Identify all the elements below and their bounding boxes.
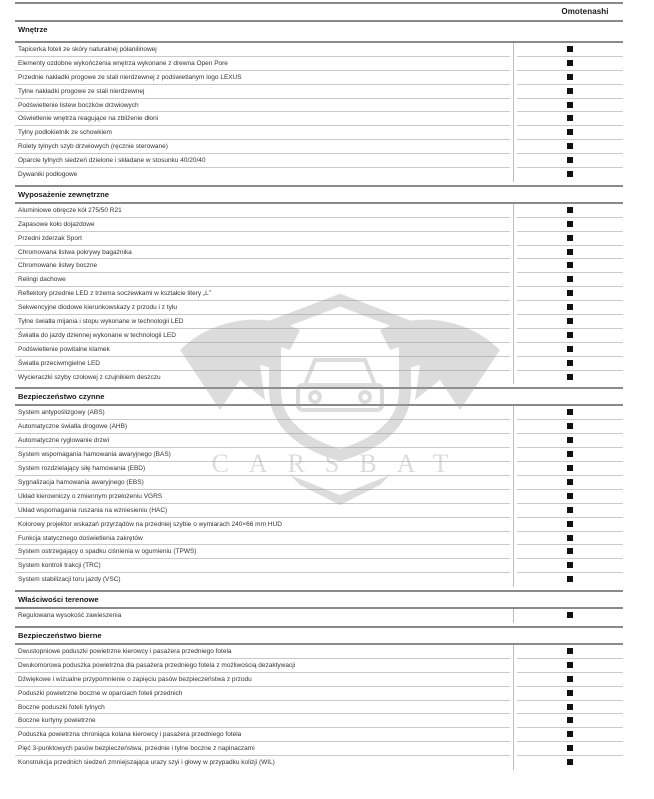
- feature-label: Podświetlenie listew boczków drzwiowych: [15, 99, 510, 113]
- standard-square-icon: [567, 171, 573, 177]
- availability-cell: [517, 559, 623, 573]
- table-row: [15, 659, 623, 673]
- sections-container: [15, 22, 623, 770]
- availability-cell: [517, 462, 623, 476]
- table-row: [15, 532, 623, 546]
- standard-square-icon: [567, 479, 573, 485]
- table-row: [15, 728, 623, 742]
- spec-table: [15, 0, 623, 770]
- standard-square-icon: [567, 562, 573, 568]
- standard-square-icon: [567, 612, 573, 618]
- table-row: [15, 140, 623, 154]
- standard-square-icon: [567, 290, 573, 296]
- feature-label: Boczne poduszki foteli tylnych: [15, 701, 510, 715]
- standard-square-icon: [567, 360, 573, 366]
- section-title: Bezpieczeństwo czynne: [18, 392, 105, 402]
- standard-square-icon: [567, 88, 573, 94]
- table-row: [15, 559, 623, 573]
- table-row: [15, 609, 623, 623]
- feature-label: Zapasowe koło dojazdowe: [15, 218, 510, 232]
- standard-square-icon: [567, 143, 573, 149]
- section-title: Wnętrze: [18, 25, 48, 34]
- standard-square-icon: [567, 46, 573, 52]
- feature-label: Kolorowy projektor wskazań przyrządów na przedniej szybie o wymiarach 240×66 mm HUD: [15, 518, 510, 532]
- feature-label: Funkcja statycznego doświetlenia zakrętów: [15, 532, 510, 546]
- table-row: [15, 371, 623, 385]
- standard-square-icon: [567, 249, 573, 255]
- feature-label: System antypoślizgowy (ABS): [15, 406, 510, 420]
- standard-square-icon: [567, 745, 573, 751]
- feature-label: Dwustopniowe poduszki powietrzne kierowcy i pasażera przedniego fotela: [15, 645, 510, 659]
- table-row: [15, 343, 623, 357]
- feature-label: Oparcie tylnych siedzeń dzielone i składane w stosunku 40/20/40: [15, 154, 510, 168]
- feature-label: Tapicerka foteli ze skóry naturalnej półanilinowej: [15, 43, 510, 57]
- availability-cell: [517, 714, 623, 728]
- standard-square-icon: [567, 731, 573, 737]
- availability-cell: [517, 85, 623, 99]
- availability-cell: [517, 420, 623, 434]
- standard-square-icon: [567, 129, 573, 135]
- availability-cell: [517, 168, 623, 182]
- standard-square-icon: [567, 157, 573, 163]
- section-title: Bezpieczeństwo bierne: [18, 630, 102, 640]
- table-row: [15, 259, 623, 273]
- section-title: Właściwości terenowe: [18, 595, 99, 605]
- standard-square-icon: [567, 437, 573, 443]
- table-row: [15, 246, 623, 260]
- column-header-row: [15, 4, 623, 20]
- feature-label: System ostrzegający o spadku ciśnienia w ogumieniu (TPWS): [15, 545, 510, 559]
- availability-cell: [517, 154, 623, 168]
- feature-label: Konstrukcja przednich siedzeń zmniejszająca urazy szyi i głowy w przypadku kolizji (WIL): [18, 759, 275, 767]
- feature-label: Rolety tylnych szyb drzwiowych (ręcznie sterowane): [15, 140, 510, 154]
- section-header: [15, 389, 623, 404]
- feature-label: Tylne światła mijania i stopu wykonane w technologii LED: [15, 315, 510, 329]
- availability-cell: [517, 218, 623, 232]
- feature-label: Chromowana listwa pokrywy bagażnika: [15, 246, 510, 260]
- standard-square-icon: [567, 521, 573, 527]
- table-row: [15, 85, 623, 99]
- table-row: [15, 490, 623, 504]
- standard-square-icon: [567, 74, 573, 80]
- feature-label: Aluminiowe obręcze kół 275/50 R21: [15, 204, 510, 218]
- standard-square-icon: [567, 207, 573, 213]
- table-row: [15, 315, 623, 329]
- section-header: [15, 628, 623, 643]
- table-row: [15, 701, 623, 715]
- table-row: [15, 154, 623, 168]
- table-row: [15, 99, 623, 113]
- table-row: [15, 462, 623, 476]
- column-title-omotenashi: Omotenashi: [561, 7, 609, 16]
- feature-label: Dywaniki podłogowe: [18, 171, 78, 179]
- standard-square-icon: [567, 535, 573, 541]
- table-row: [15, 232, 623, 246]
- availability-cell: [517, 742, 623, 756]
- standard-square-icon: [567, 221, 573, 227]
- standard-square-icon: [567, 60, 573, 66]
- availability-cell: [517, 659, 623, 673]
- standard-square-icon: [567, 648, 573, 654]
- table-row: [15, 329, 623, 343]
- table-row: [15, 301, 623, 315]
- table-row: [15, 406, 623, 420]
- availability-cell: [517, 609, 623, 623]
- table-row: [15, 573, 623, 587]
- availability-cell: [517, 357, 623, 371]
- standard-square-icon: [567, 235, 573, 241]
- availability-cell: [517, 71, 623, 85]
- table-row: [15, 742, 623, 756]
- feature-label: Reflektory przednie LED z trzema soczewkami w kształcie litery „L”: [15, 287, 510, 301]
- standard-square-icon: [567, 548, 573, 554]
- availability-cell: [517, 728, 623, 742]
- watermark-brand-text: CARSBAT: [211, 449, 469, 478]
- availability-cell: [517, 673, 623, 687]
- availability-cell: [517, 140, 623, 154]
- availability-cell: [517, 504, 623, 518]
- feature-label: Przedni zderzak Sport: [15, 232, 510, 246]
- availability-cell: [517, 545, 623, 559]
- feature-label: Automatyczne ryglowanie drzwi: [15, 434, 510, 448]
- feature-label: Pięć 3-punktowych pasów bezpieczeństwa, przednie i tylne boczne z napinaczami: [15, 742, 510, 756]
- feature-label: Automatyczne światła drogowe (AHB): [15, 420, 510, 434]
- availability-cell: [517, 259, 623, 273]
- standard-square-icon: [567, 676, 573, 682]
- table-row: [15, 357, 623, 371]
- availability-cell: [517, 490, 623, 504]
- standard-square-icon: [567, 423, 573, 429]
- standard-square-icon: [567, 451, 573, 457]
- table-row: [15, 545, 623, 559]
- section-rows: [15, 645, 623, 770]
- table-row: [15, 448, 623, 462]
- standard-square-icon: [567, 346, 573, 352]
- table-row: [15, 126, 623, 140]
- standard-square-icon: [567, 102, 573, 108]
- feature-label: Tylny podłokietnik ze schowkiem: [15, 126, 510, 140]
- table-row: [15, 420, 623, 434]
- feature-label: System kontroli trakcji (TRC): [15, 559, 510, 573]
- section-rows: [15, 406, 623, 587]
- table-row: [15, 518, 623, 532]
- standard-square-icon: [567, 276, 573, 282]
- feature-label: Oświetlenie wnętrza reagujące na zbliżenie dłoni: [15, 112, 510, 126]
- availability-cell: [517, 434, 623, 448]
- standard-square-icon: [567, 717, 573, 723]
- table-row: [15, 112, 623, 126]
- standard-square-icon: [567, 409, 573, 415]
- table-row: [15, 504, 623, 518]
- feature-label: Przednie nakładki progowe ze stali nierdzewnej z podświetlanym logo LEXUS: [15, 71, 510, 85]
- table-row: [15, 57, 623, 71]
- section-rows: [15, 43, 623, 182]
- standard-square-icon: [567, 759, 573, 765]
- section-rows: [15, 204, 623, 385]
- availability-cell: [517, 43, 623, 57]
- feature-label: Chromowane listwy boczne: [15, 259, 510, 273]
- table-row: [15, 71, 623, 85]
- feature-label: Boczne kurtyny powietrzne: [15, 714, 510, 728]
- availability-cell: [517, 99, 623, 113]
- table-row: [15, 476, 623, 490]
- availability-cell: [517, 573, 623, 587]
- availability-cell: [517, 246, 623, 260]
- standard-square-icon: [567, 662, 573, 668]
- availability-cell: [517, 329, 623, 343]
- availability-cell: [517, 448, 623, 462]
- availability-cell: [517, 687, 623, 701]
- standard-square-icon: [567, 304, 573, 310]
- availability-cell: [517, 315, 623, 329]
- feature-label: Dźwiękowe i wizualne przypomnienie o zapięciu pasów bezpieczeństwa z przodu: [15, 673, 510, 687]
- availability-cell: [517, 371, 623, 385]
- feature-label: Tylne nakładki progowe ze stali nierdzewnej: [15, 85, 510, 99]
- availability-cell: [517, 287, 623, 301]
- feature-label: System rozdzielający siłę hamowania (EBD): [15, 462, 510, 476]
- feature-label: Układ kierowniczy o zmiennym przełożeniu VGRS: [15, 490, 510, 504]
- availability-cell: [517, 112, 623, 126]
- availability-cell: [517, 301, 623, 315]
- availability-cell: [517, 126, 623, 140]
- table-row: [15, 687, 623, 701]
- feature-label: Układ wspomagania ruszania na wzniesieniu (HAC): [15, 504, 510, 518]
- standard-square-icon: [567, 262, 573, 268]
- table-row: [15, 645, 623, 659]
- section-title: Wyposażenie zewnętrzne: [18, 189, 110, 199]
- standard-square-icon: [567, 115, 573, 121]
- feature-label: Podświetlenie powitalne klamek: [15, 343, 510, 357]
- standard-square-icon: [567, 493, 573, 499]
- table-row: [15, 43, 623, 57]
- availability-cell: [517, 532, 623, 546]
- feature-label: Dwukomorowa poduszka powietrzna dla pasażera przedniego fotela z możliwością dezaktywacji: [15, 659, 510, 673]
- availability-cell: [517, 756, 623, 770]
- section-header: [15, 592, 623, 607]
- standard-square-icon: [567, 576, 573, 582]
- availability-cell: [517, 406, 623, 420]
- feature-label: Sekwencyjne diodowe kierunkowskazy z przodu i z tyłu: [15, 301, 510, 315]
- table-row: [15, 218, 623, 232]
- feature-label: Poduszka powietrzna chroniąca kolana kierowcy i pasażera przedniego fotela: [15, 728, 510, 742]
- table-row: [15, 434, 623, 448]
- feature-label: Elementy ozdobne wykończenia wnętrza wykonane z drewna Open Pore: [15, 57, 510, 71]
- feature-label: Światła do jazdy dziennej wykonane w technologii LED: [15, 329, 510, 343]
- table-row: [15, 673, 623, 687]
- feature-label: Poduszki powietrzne boczne w oparciach foteli przednich: [15, 687, 510, 701]
- availability-cell: [517, 343, 623, 357]
- table-row: [15, 273, 623, 287]
- table-row: [15, 168, 623, 182]
- availability-cell: [517, 273, 623, 287]
- feature-label: Sygnalizacja hamowania awaryjnego (EBS): [15, 476, 510, 490]
- standard-square-icon: [567, 374, 573, 380]
- availability-cell: [517, 701, 623, 715]
- availability-cell: [517, 476, 623, 490]
- availability-cell: [517, 232, 623, 246]
- table-row: [15, 714, 623, 728]
- standard-square-icon: [567, 332, 573, 338]
- feature-label: Regulowana wysokość zawieszenia: [18, 612, 122, 620]
- standard-square-icon: [567, 704, 573, 710]
- feature-label: Światła przeciwmgielne LED: [15, 357, 510, 371]
- section-header: [15, 187, 623, 202]
- feature-label: System wspomagania hamowania awaryjnego (BAS): [15, 448, 510, 462]
- standard-square-icon: [567, 507, 573, 513]
- standard-square-icon: [567, 465, 573, 471]
- feature-label: Relingi dachowe: [15, 273, 510, 287]
- availability-cell: [517, 204, 623, 218]
- standard-square-icon: [567, 318, 573, 324]
- table-row: [15, 287, 623, 301]
- availability-cell: [517, 645, 623, 659]
- standard-square-icon: [567, 690, 573, 696]
- feature-label: Wycieraczki szyby czołowej z czujnikiem deszczu: [18, 373, 161, 381]
- section-spacer: [15, 22, 623, 41]
- availability-cell: [517, 518, 623, 532]
- section-rows: [15, 609, 623, 623]
- table-row: [15, 756, 623, 770]
- feature-label: System stabilizacji toru jazdy (VSC): [18, 576, 121, 584]
- availability-cell: [517, 57, 623, 71]
- table-row: [15, 204, 623, 218]
